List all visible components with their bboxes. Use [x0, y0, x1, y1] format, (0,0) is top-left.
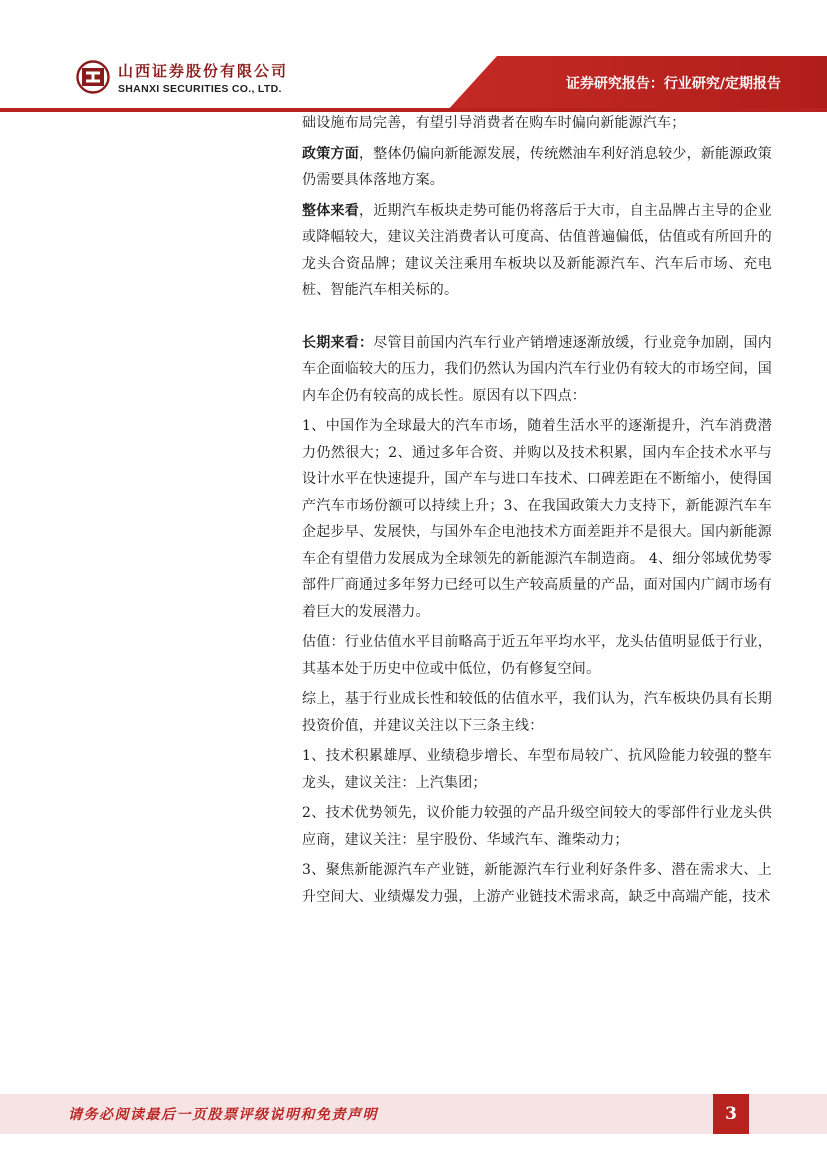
paragraph-long-term [302, 330, 772, 410]
paragraph-policy [302, 141, 772, 194]
policy-heading: 政策方面 [302, 145, 359, 162]
paragraph-infrastructure: 础设施布局完善，有望引导消费者在购车时偏向新能源汽车； [302, 115, 686, 131]
paragraph-valuation: 估值：行业估值水平目前略高于近五年平均水平，龙头估值明显低于行业，其基本处于历史中位或中低位，仍有修复空间。 [302, 634, 772, 677]
paragraph-four-reasons: 1、中国作为全球最大的汽车市场，随着生活水平的逐渐提升，汽车消费潜力仍然很大；2、通过多年合资、并购以及技术积累，国内车企技术水平与设计水平在快速提升，国产车与进口车技术、口碑差距在不断缩小，使得国产汽车市场份额可以持续上升；3、在我国政策大力支持下，新能源汽车车企起步早、发展快，与国外车企电池技术方面差距并不是很大。国内新能源车企有望借力发展成为全球领先的新能源汽车制造商。 4、细分邻域优势零部件厂商通过多年努力已经可以生产较高质量的产品，面对国内广阔市场有着巨大的发展潜力。 [302, 418, 772, 620]
policy-text: ，整体仍偏向新能源发展，传统燃油车利好消息较少，新能源政策仍需要具体落地方案。 [302, 145, 772, 188]
company-name-en: SHANXI SECURITIES CO., LTD. [118, 83, 282, 95]
paragraph-mainline-1: 1、技术积累雄厚、业绩稳步增长、车型布局较广、抗风险能力较强的整车龙头，建议关注：上汽集团； [302, 748, 772, 791]
paragraph-overall [302, 198, 772, 304]
disclaimer-notice: 请务必阅读最后一页股票评级说明和免责声明 [68, 1107, 378, 1123]
company-name-cn: 山西证券股份有限公司 [118, 62, 289, 80]
long-term-heading: 长期来看： [302, 334, 374, 351]
paragraph-summary: 综上，基于行业成长性和较低的估值水平，我们认为，汽车板块仍具有长期投资价值，并建议关注以下三条主线： [302, 691, 772, 734]
paragraph-mainline-2: 2、技术优势领先，议价能力较强的产品升级空间较大的零部件行业龙头供应商，建议关注：星宇股份、华域汽车、潍柴动力； [302, 805, 772, 848]
report-type-label: 证券研究报告：行业研究/定期报告 [565, 76, 781, 92]
page-header [0, 0, 827, 112]
long-term-text: 尽管目前国内汽车行业产销增速逐渐放缓，行业竞争加剧，国内车企面临较大的压力，我们仍然认为国内汽车行业仍有较大的市场空间，国内车企仍有较高的成长性。原因有以下四点： [302, 334, 772, 404]
page-number: 3 [713, 1094, 749, 1134]
overall-heading: 整体来看 [302, 202, 359, 219]
overall-text: ，近期汽车板块走势可能仍将落后于大市，自主品牌占主导的企业或降幅较大，建议关注消费者认可度高、估值普遍偏低，估值或有所回升的龙头合资品牌；建议关注乘用车板块以及新能源汽车、汽车后市场、充电桩、智能汽车相关标的。 [302, 202, 772, 298]
page-footer [0, 1086, 827, 1136]
paragraph-spacer [302, 308, 772, 330]
paragraph-mainline-3: 3、聚焦新能源汽车产业链，新能源汽车行业利好条件多、潜在需求大、上升空间大、业绩爆发力强，上游产业链技术需求高，缺乏中高端产能，技术 [302, 862, 772, 905]
main-content [302, 110, 772, 914]
